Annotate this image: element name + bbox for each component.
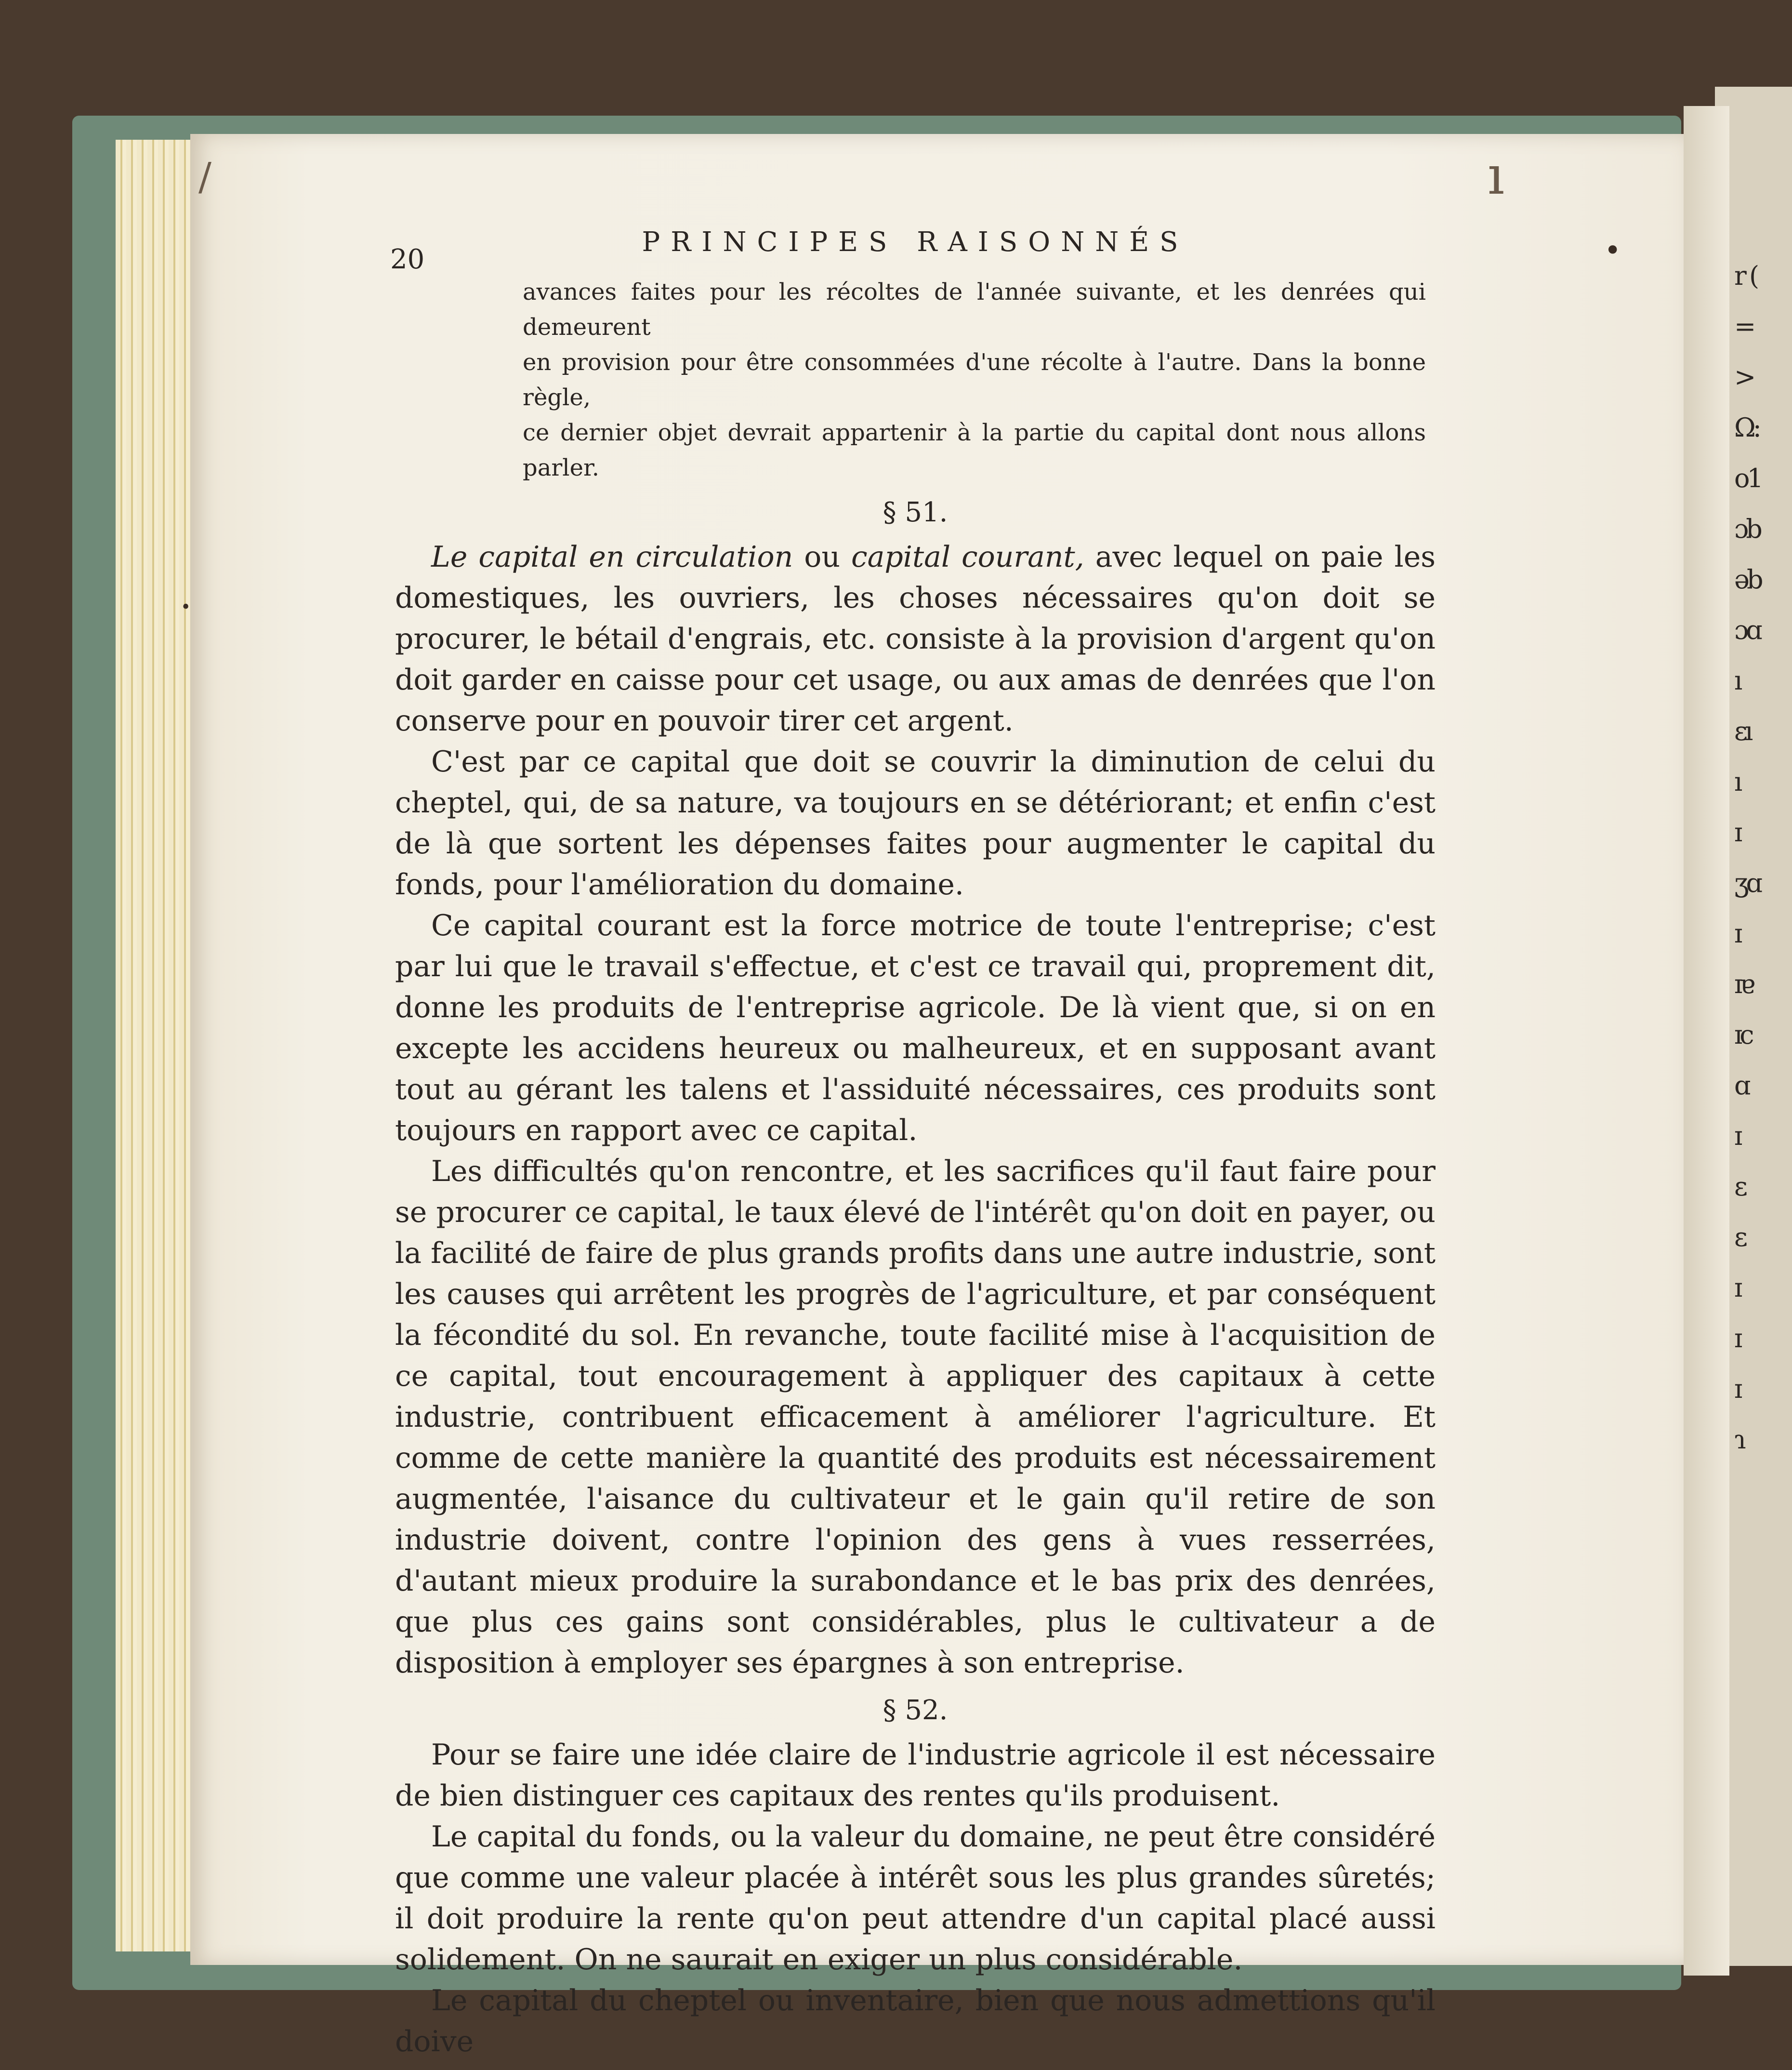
facing-page-fragment: o1 xyxy=(1734,463,1761,493)
facing-page-fragment: ɑ xyxy=(1734,1070,1748,1101)
facing-page-fragment: ɪɐ xyxy=(1734,969,1752,999)
ink-dot: • xyxy=(1604,234,1621,267)
facing-page-fragment: ɪ xyxy=(1734,1273,1740,1303)
footnote-line: en provision pour être consommées d'une récolte à l'autre. Dans la bonne règle, xyxy=(523,349,1426,411)
paragraph: Ce capital courant est la force motrice de toute l'entreprise; c'est par lui que le travail s'effectue, et c'est ce travail qui, proprement dit, donne les produits de l'entreprise agricole. De là vient que, si on en excepte les accidens heureux ou malheureux, et en supposant avant tout au gérant les talens et l'assiduité nécessaires, ces produits sont toujours en rapport avec ce capital. xyxy=(395,909,1436,1147)
paragraph: Les difficultés qu'on rencontre, et les sacrifices qu'il faut faire pour se procurer ce capital, le taux élevé de l'intérêt qu'on doit en payer, ou la facilité de faire de plus grands profits dans une autre industrie, sont les causes qui arrêtent les progrès de l'agriculture, et par conséquent la fécondité du sol. En revanche, toute facilité mise à l'acquisition de ce capital, tout encouragement à appliquer des capitaux à cette industrie, contribuent efficacement à améliorer l'agriculture. Et comme de cette manière la quantité des produits est nécessairement augmentée, l'aisance du cultivateur et le gain qu'il retire de son industrie doivent, contre l'opinion des gens à vues resserrées, d'autant mieux produire la surabondance et le bas prix des denrées, que plus ces gains sont considérables, plus le cultivateur a de disposition à employer ses épargnes à son entreprise. xyxy=(395,1154,1436,1680)
facing-page-edge xyxy=(1684,106,1729,1976)
facing-page-fragment: ı xyxy=(1734,767,1740,797)
paragraph: Le capital du fonds, ou la valeur du domaine, ne peut être considéré que comme une valeur placée à intérêt sous les plus grandes sûretés; il doit produire la rente qu'on peut attendre d'un capital placé aussi solidement. On ne saurait en exiger un plus considérable. xyxy=(395,1820,1436,1977)
facing-page-fragment: Ω: xyxy=(1734,412,1759,443)
facing-page-fragment: ɪ xyxy=(1734,1374,1740,1404)
facing-page-fragment: ɛ xyxy=(1734,1222,1745,1252)
facing-page-fragment: əb xyxy=(1734,564,1761,595)
facing-page-fragment: ʒɑ xyxy=(1734,868,1760,898)
facing-page-fragment: ɛ xyxy=(1734,1171,1745,1202)
page-number: 20 xyxy=(390,244,425,275)
facing-page-fragments xyxy=(1734,251,1787,1465)
footnote-line: ce dernier objet devrait appartenir à la partie du capital dont nous allons parler. xyxy=(523,419,1426,481)
facing-page-fragment: ɪ xyxy=(1734,918,1740,949)
facing-page-fragment: ı xyxy=(1734,665,1740,696)
paragraph: Le capital du cheptel ou inventaire, bien que nous admettions qu'il doive xyxy=(395,1984,1436,2058)
facing-page-fragment: ɛı xyxy=(1734,716,1751,746)
facing-page-fragment: ɪ xyxy=(1734,1323,1740,1353)
pencil-mark: / xyxy=(198,154,211,199)
gilt-page-edges xyxy=(116,140,202,1951)
facing-page-fragment: = xyxy=(1734,311,1753,342)
facing-page-fragment: ɿ xyxy=(1734,1424,1743,1455)
italic-term: capital courant, xyxy=(851,540,1084,574)
page-text xyxy=(395,275,1436,2062)
ink-mark: ı xyxy=(1488,145,1505,206)
facing-page-fragment: ɪ xyxy=(1734,817,1740,848)
text-span: ou xyxy=(793,540,852,574)
running-title: PRINCIPES RAISONNÉS xyxy=(642,226,1189,258)
facing-page-fragment: ɔɑ xyxy=(1734,615,1760,645)
italic-term: Le capital en circulation xyxy=(431,540,793,574)
facing-page-fragment: r ( xyxy=(1734,261,1757,291)
paragraph: Pour se faire une idée claire de l'industrie agricole il est nécessaire de bien distinguer ces capitaux des rentes qu'ils produisent. xyxy=(395,1738,1436,1813)
facing-page-fragment: > xyxy=(1734,362,1753,392)
facing-page-fragment: ɔb xyxy=(1734,514,1760,544)
section-heading-52: § 52. xyxy=(883,1695,948,1726)
text-span: avec lequel on paie les domestiques, les ouvriers, les choses nécessaires qu'on doit se procurer, le bétail d'engrais, etc. consiste à la provision d'argent qu'on doit garder en caisse pour cet usage, ou aux amas de denrées que l'on conserve pour en pouvoir tirer cet argent. xyxy=(395,540,1436,738)
facing-page-fragment: ɪc xyxy=(1734,1020,1752,1050)
paragraph: C'est par ce capital que doit se couvrir la diminution de celui du cheptel, qui, de sa nature, va toujours en se détériorant; et enfin c'est de là que sortent les dépenses faites pour augmenter le capital du fonds, pour l'amélioration du domaine. xyxy=(395,745,1436,902)
footnote-line: avances faites pour les récoltes de l'année suivante, et les denrées qui demeurent xyxy=(523,279,1426,341)
section-heading-51: § 51. xyxy=(883,497,948,528)
paragraph xyxy=(395,537,1436,742)
facing-page-fragment: ɪ xyxy=(1734,1121,1740,1151)
ink-speck: • xyxy=(181,597,191,617)
footnote xyxy=(523,275,1426,486)
